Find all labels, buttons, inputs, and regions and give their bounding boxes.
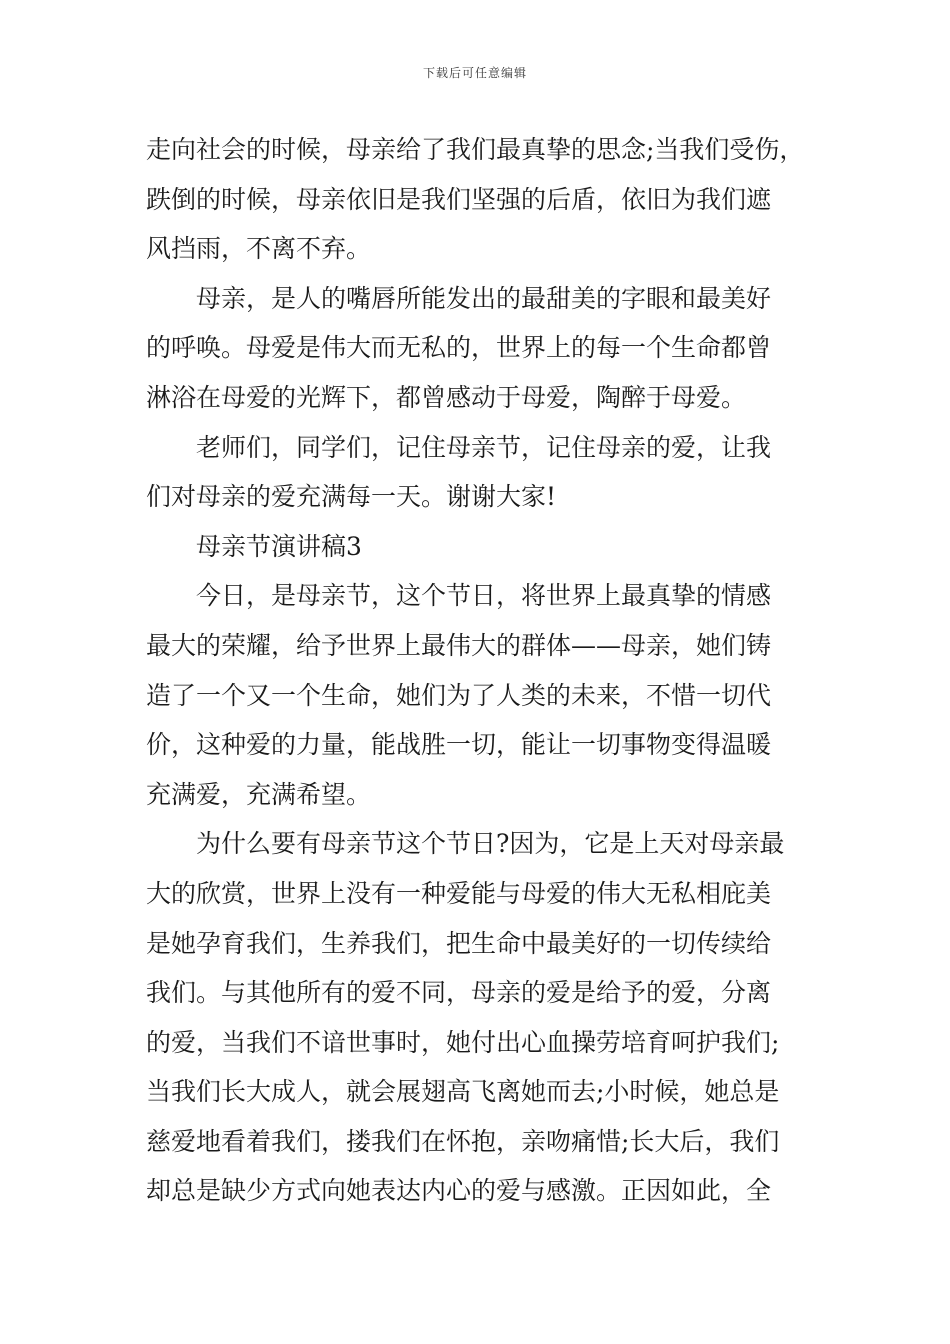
text-line: 走向社会的时候，母亲给了我们最真挚的思念;当我们受伤，: [146, 135, 805, 164]
text-line: 们对母亲的爱充满每一天。谢谢大家!: [146, 482, 557, 512]
text-line: 当我们长大成人，就会展翅高飞离她而去;小时候，她总是: [146, 1077, 780, 1107]
text-line: 大的欣赏，世界上没有一种爱能与母爱的伟大无私相庇美: [146, 878, 772, 908]
text-line: 慈爱地看着我们，搂我们在怀抱，亲吻痛惜;长大后，我们: [146, 1126, 780, 1156]
text-line: 母亲节演讲稿3: [196, 531, 362, 561]
text-line: 价，这种爱的力量，能战胜一切，能让一切事物变得温暖: [146, 730, 772, 760]
text-line: 今日，是母亲节，这个节日，将世界上最真挚的情感: [196, 581, 772, 611]
text-line: 却总是缺少方式向她表达内心的爱与感激。正因如此，全: [146, 1176, 772, 1206]
document-body: [146, 125, 816, 1216]
text-line: 充满爱，充满希望。: [146, 779, 372, 809]
text-line: 最大的荣耀，给予世界上最伟大的群体——母亲，她们铸: [146, 630, 772, 660]
text-line: 我们。与其他所有的爱不同，母亲的爱是给予的爱，分离: [146, 978, 772, 1008]
text-line: 跌倒的时候，母亲依旧是我们坚强的后盾，依旧为我们遮: [146, 184, 772, 214]
text-line: 是她孕育我们，生养我们，把生命中最美好的一切传续给: [146, 928, 772, 958]
text-line: 母亲，是人的嘴唇所能发出的最甜美的字眼和最美好: [196, 283, 772, 313]
text-line: 老师们，同学们，记住母亲节，记住母亲的爱，让我: [196, 432, 772, 462]
text-line: 造了一个又一个生命，她们为了人类的未来，不惜一切代: [146, 680, 772, 710]
text-line: 的呼唤。母爱是伟大而无私的，世界上的每一个生命都曾: [146, 333, 772, 363]
page-header-note: 下载后可任意编辑: [422, 66, 527, 80]
text-line: 风挡雨，不离不弃。: [146, 234, 372, 264]
text-line: 为什么要有母亲节这个节日?因为，它是上天对母亲最: [196, 829, 785, 859]
text-line: 的爱，当我们不谙世事时，她付出心血操劳培育呵护我们;: [146, 1027, 780, 1057]
text-line: 淋浴在母爱的光辉下，都曾感动于母爱，陶醉于母爱。: [146, 382, 747, 412]
